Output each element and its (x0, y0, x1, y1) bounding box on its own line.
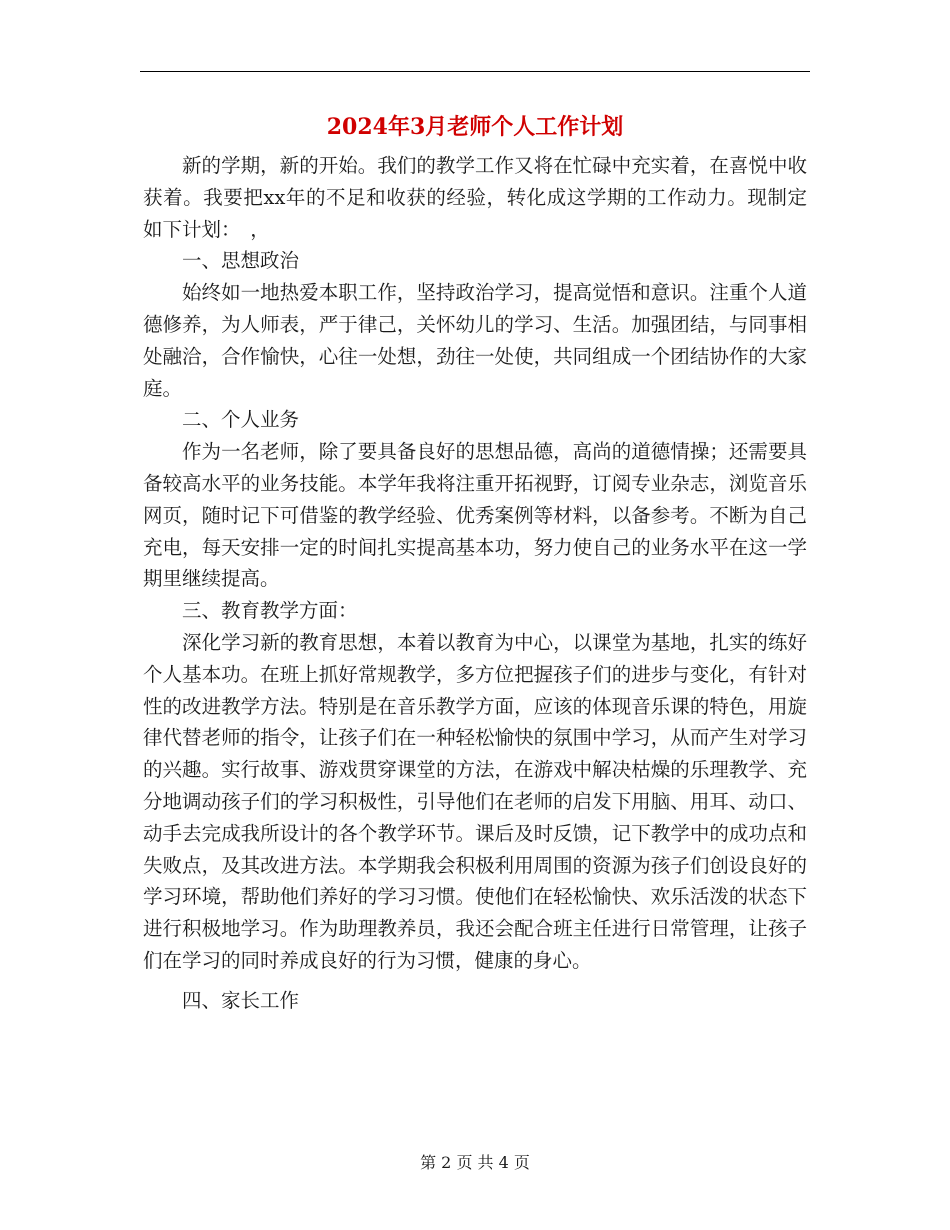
section-heading-politics: 一、思想政治 (182, 249, 300, 273)
teaching-paragraph: 深化学习新的教育思想，本着以教育为中心，以课堂为基地，扎实的练好个人基本功。在班上抓好常规教学，多方位把握孩子们的进步与变化，有针对性的改进教学方法。特别是在音乐教学方面，应该的体现音乐课的特色，用旋律代替老师的指令，让孩子们在一种轻松愉快的氛围中学习，从而产生对学习的兴趣。实行故事、游戏贯穿课堂的方法，在游戏中解决枯燥的乐理教学、充分地调动孩子们的学习积极性，引导他们在老师的启发下用脑、用耳、动口、动手去完成我所设计的各个教学环节。课后及时反馈，记下教学中的成功点和失败点，及其改进方法。本学期我会积极利用周围的资源为孩子们创设良好的学习环境，帮助他们养好的学习习惯。使他们在轻松愉快、欢乐活泼的状态下进行积极地学习。作为助理教养员，我还会配合班主任进行日常管理，让孩子们在学习的同时养成良好的行为习惯，健康的身心。 (143, 630, 807, 972)
page-number: 第 2 页 共 4 页 (420, 1153, 530, 1172)
intro-paragraph: 新的学期，新的开始。我们的教学工作又将在忙碌中充实着，在喜悦中收获着。我要把xx年的不足和收获的经验，转化成这学期的工作动力。现制定如下计划： ， (143, 154, 807, 241)
business-paragraph: 作为一名老师，除了要具备良好的思想品德，高尚的道德情操；还需要具备较高水平的业务技能。本学年我将注重开拓视野，订阅专业杂志，浏览音乐网页，随时记下可借鉴的教学经验、优秀案例等材料，以备参考。不断为自己充电，每天安排一定的时间扎实提高基本功，努力使自己的业务水平在这一学期里继续提高。 (143, 440, 807, 591)
politics-paragraph: 始终如一地热爱本职工作，坚持政治学习，提高觉悟和意识。注重个人道德修养，为人师表，严于律己，关怀幼儿的学习、生活。加强团结，与同事相处融洽，合作愉快，心往一处想，劲往一处使，共同组成一个团结协作的大家庭。 (143, 281, 807, 400)
document-body (143, 150, 807, 1017)
section-heading-teaching: 三、教育教学方面： (182, 599, 358, 623)
header-rule (140, 71, 810, 72)
section-heading-business: 二、个人业务 (182, 408, 300, 432)
section-heading-parents: 四、家长工作 (182, 988, 300, 1012)
document-title: 2024年3月老师个人工作计划 (326, 114, 624, 140)
